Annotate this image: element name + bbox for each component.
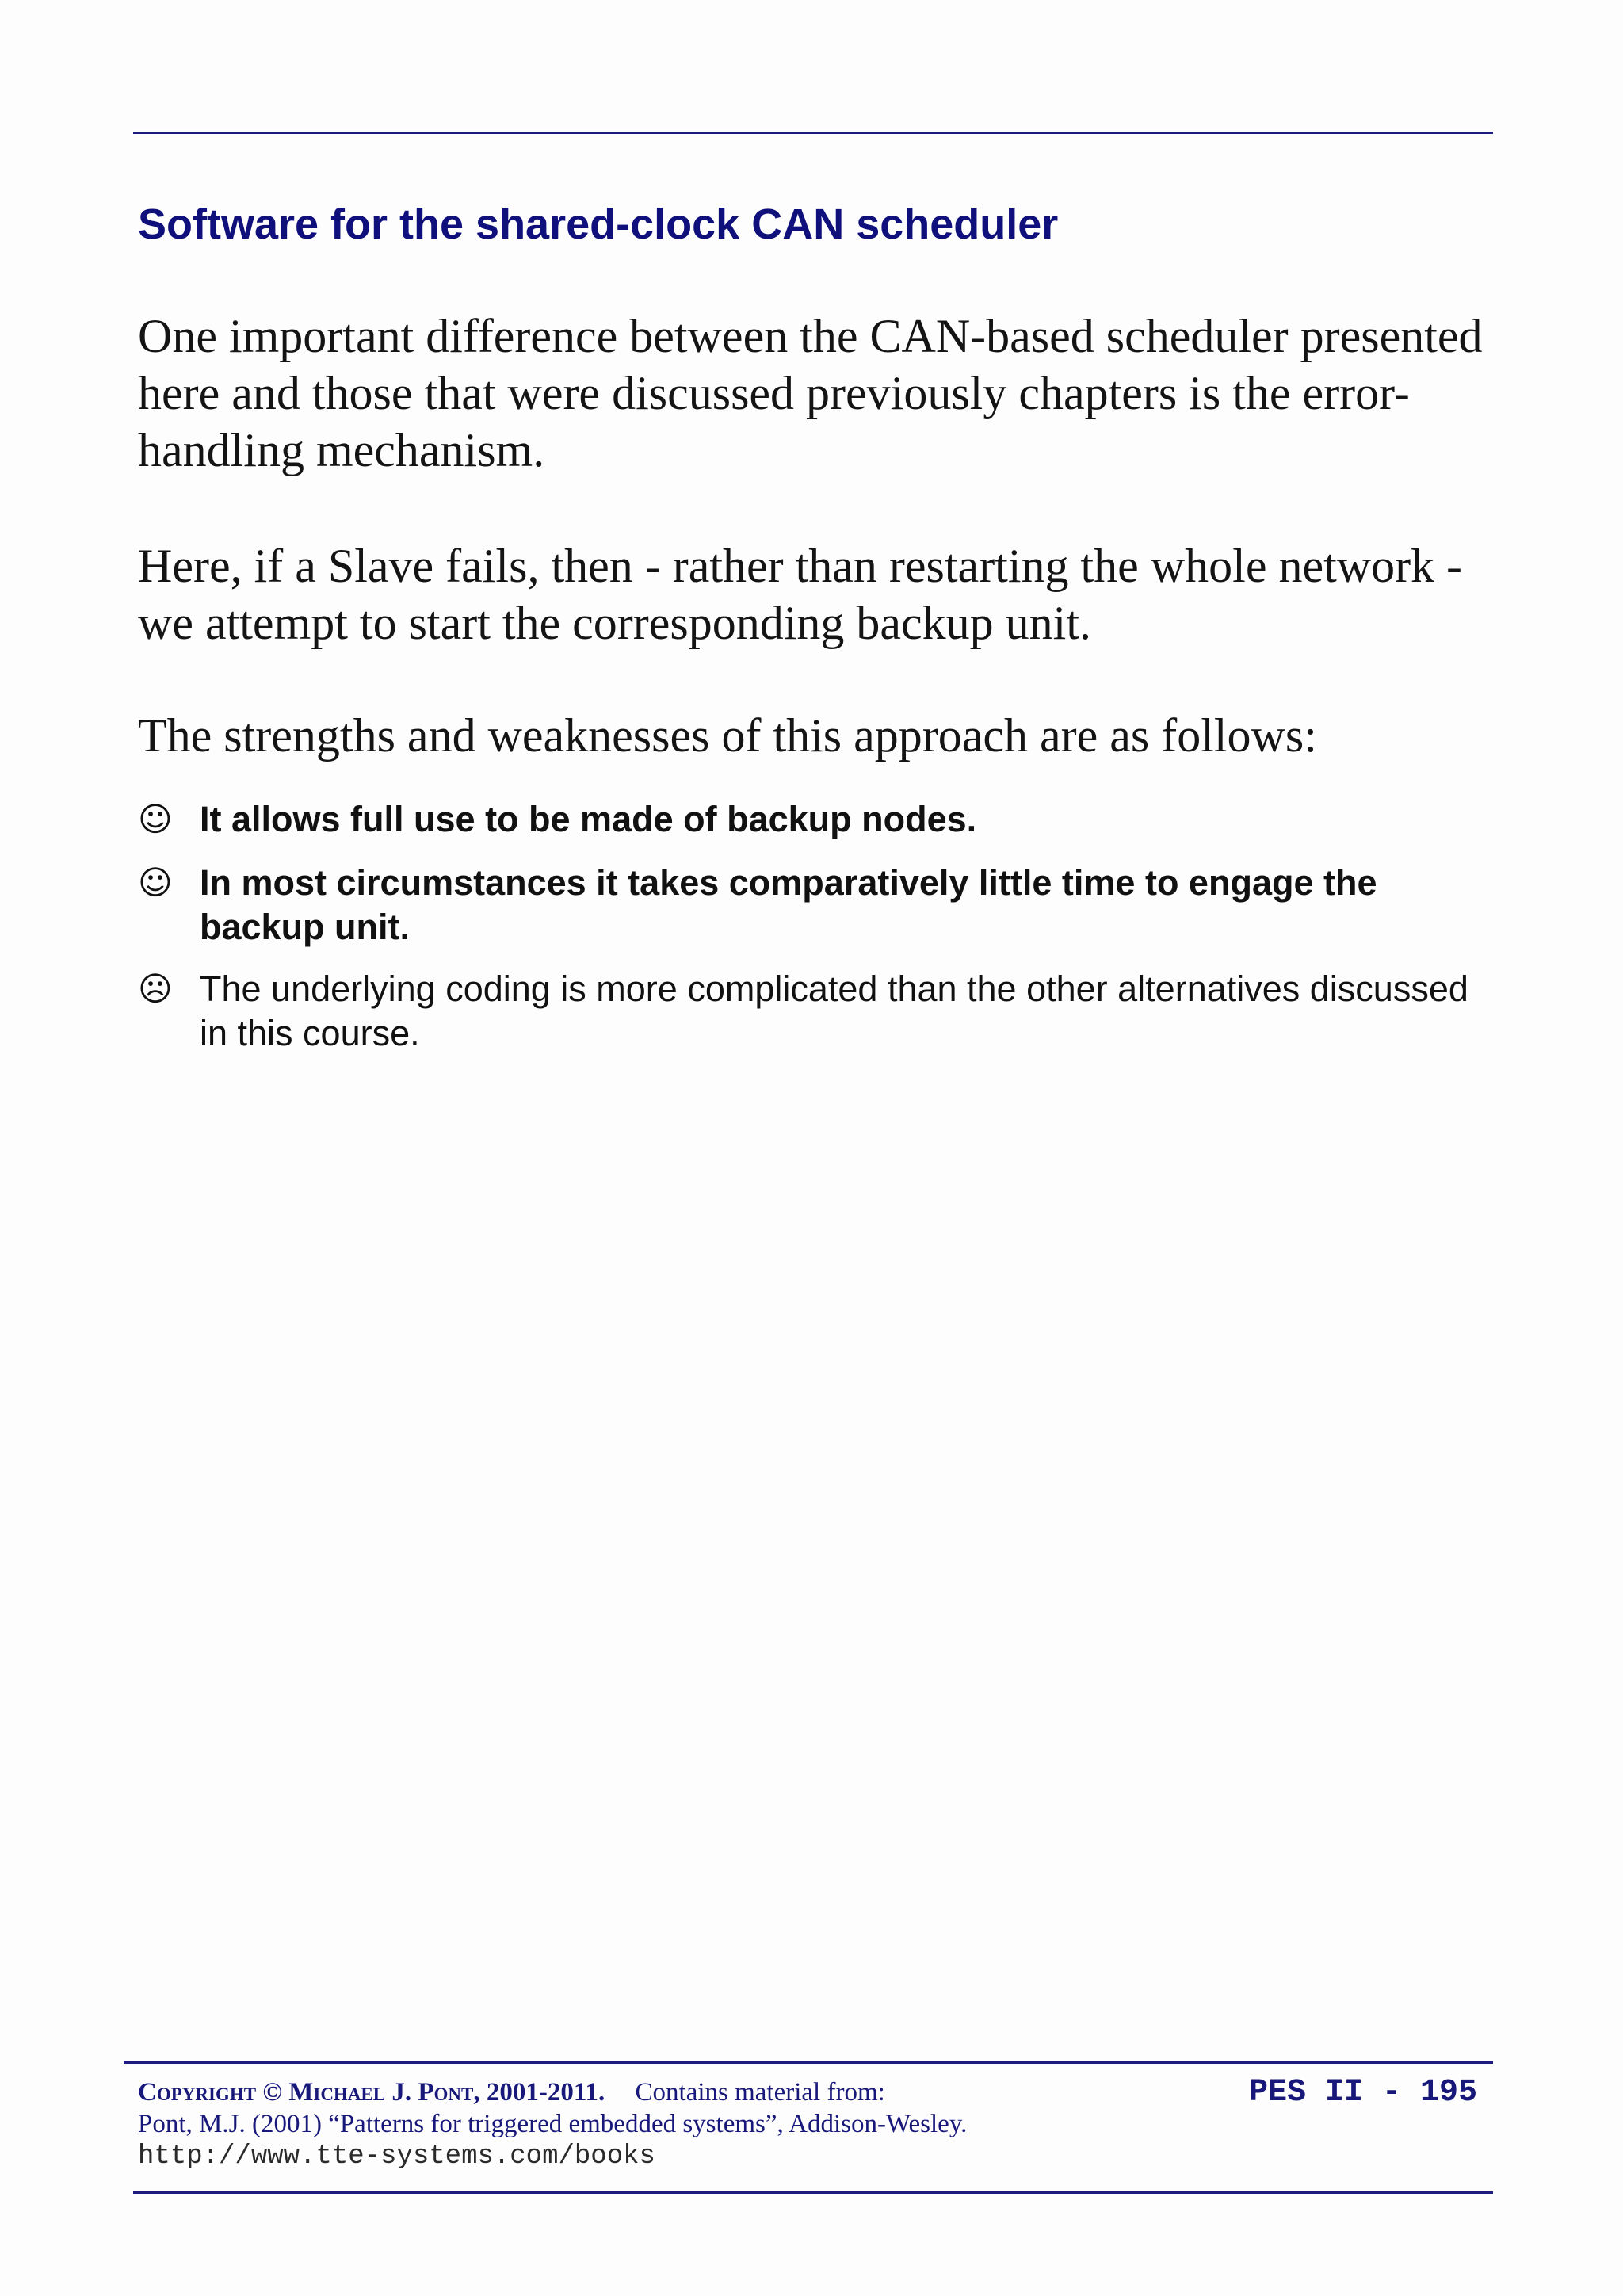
bullet-text: In most circumstances it takes comparatively little time to engage the backup unit. — [200, 862, 1377, 947]
bullet-item-engage-time — [138, 861, 1501, 949]
contains-material-label: Contains material from: — [635, 2078, 885, 2107]
copyright-notice: Copyright © Michael J. Pont, 2001-2011. — [138, 2078, 605, 2107]
page-number: PES II - 195 — [1248, 2075, 1477, 2111]
bullet-item-backup-nodes — [138, 797, 1501, 842]
footer-url[interactable]: http://www.tte-systems.com/books — [138, 2141, 655, 2172]
page-title: Software for the shared-clock CAN scheduler — [138, 201, 1059, 248]
paragraph-strengths-intro: The strengths and weaknesses of this approach are as follows: — [138, 709, 1317, 762]
footer-top-rule — [124, 2061, 1493, 2064]
frowny-icon: ☹ — [138, 969, 173, 1008]
footer-copyright-line — [138, 2078, 885, 2107]
bullet-text: It allows full use to be made of backup nodes. — [200, 799, 977, 839]
smiley-icon: ☺ — [138, 800, 173, 839]
bullet-text: The underlying coding is more complicated than the other alternatives discussed in this course. — [200, 968, 1468, 1053]
paragraph-difference: One important difference between the CAN-based scheduler presented here and those that were discussed previously chapters is the error-handling mechanism. — [138, 310, 1483, 476]
header-rule — [133, 132, 1493, 134]
footer-reference: Pont, M.J. (2001) “Patterns for triggered embedded systems”, Addison-Wesley. — [138, 2110, 968, 2138]
footer-bottom-rule — [133, 2191, 1493, 2194]
smiley-icon: ☺ — [138, 863, 173, 902]
paragraph-slave-failure: Here, if a Slave fails, then - rather than restarting the whole network - we attempt to start the corresponding backup unit. — [138, 540, 1463, 649]
bullet-item-complicated-coding — [138, 967, 1501, 1056]
